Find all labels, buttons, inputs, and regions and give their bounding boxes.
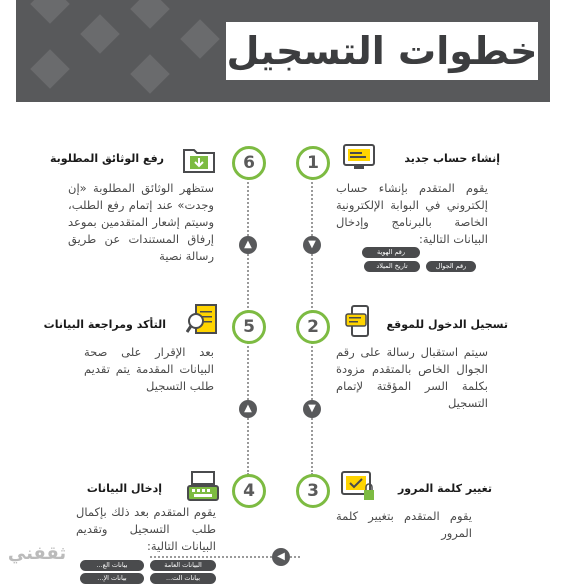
step-1-description: يقوم المتقدم بإنشاء حساب إلكتروني في البوابة الإلكترونية الخاصة بالبرنامج وإدخال البيانات التالية: [336,181,488,246]
step-3-title: تغيير كلمة المرور [397,482,492,495]
tag-id-number: رقم الهوية [362,247,420,258]
chevron-up-icon: ▲ [239,236,257,254]
tag-data-2: بيانات الع... [80,560,144,571]
step-5-description: بعد الإقرار على صحة البيانات المقدمة يتم تقديم طلب التسجيل [84,345,214,393]
step-5-number: 5 [232,310,266,344]
chevron-down-icon: ▼ [303,400,321,418]
step-4-description: يقوم المتقدم بعد ذلك بإكمال طلب التسجيل وتقديم البيانات التالية: [76,505,216,553]
tag-mobile-number: رقم الجوال [426,261,476,272]
step-4-title: إدخال البيانات [86,482,162,495]
chevron-down-icon: ▼ [303,236,321,254]
tag-general-data: البيانات العامة [150,560,216,571]
tag-data-4: بيانات الإ... [80,573,144,584]
page-title: خطوات التسجيل [226,22,538,80]
chevron-left-icon: ◀ [272,548,290,566]
step-3-number: 3 [296,474,330,508]
tag-data-3: بيانات الت... [150,573,216,584]
step-2-title: تسجيل الدخول للموقع [386,318,508,331]
header-banner [16,0,550,102]
tag-birth-date: تاريخ الميلاد [364,261,420,272]
step-6-title: رفع الوثائق المطلوبة [50,152,164,165]
step-3-description: يقوم المتقدم بتغيير كلمة المرور [336,509,472,540]
step-6-number: 6 [232,146,266,180]
step-2-number: 2 [296,310,330,344]
watermark-logo: ثقفني [7,543,67,564]
mobile-message-icon [344,304,376,338]
keyboard-icon [186,470,220,502]
step-2-description: سيتم استقبال رسالة على رقم الجوال الخاص بالمتقدم مزودة بكلمة السر المؤقتة لإتمام التسجيل [336,345,488,410]
folder-download-icon [182,146,216,174]
step-1-title: إنشاء حساب جديد [404,152,500,165]
chevron-up-icon: ▲ [239,400,257,418]
document-search-icon [186,303,218,337]
step-6-description: ستظهر الوثائق المطلوبة «إن وجدت» عند إتمام رفع الطلب، وسيتم إشعار المتقدمين بموعد إرفاق المستندات عن طريق رسالة نصية [68,181,214,263]
step-1-number: 1 [296,146,330,180]
locked-screen-icon [340,470,376,504]
step-5-title: التأكد ومراجعة البيانات [43,318,166,331]
step-4-number: 4 [232,474,266,508]
computer-screen-icon [342,143,376,173]
